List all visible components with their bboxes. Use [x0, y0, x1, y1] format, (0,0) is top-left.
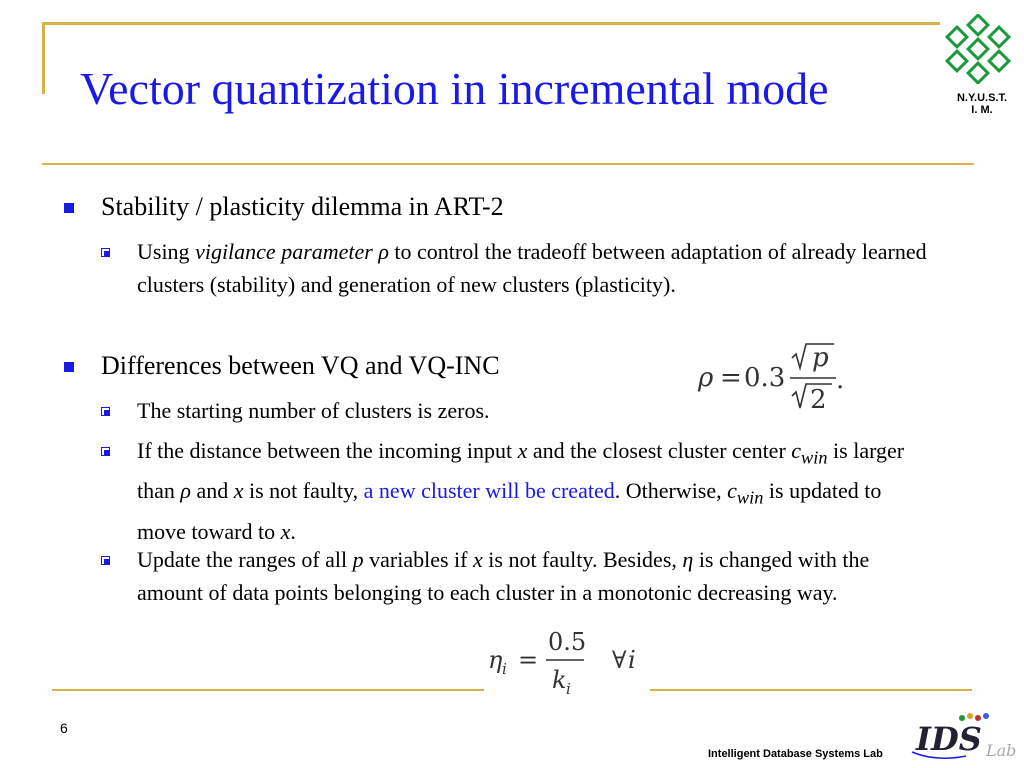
- formula-numerator: 0.5: [548, 628, 587, 656]
- formula-equals: =: [720, 363, 742, 393]
- var-rho: ρ: [180, 478, 191, 504]
- var-c: c: [791, 438, 802, 463]
- formula-eta-symbol: η: [488, 646, 503, 674]
- formula-forall: ∀: [612, 646, 627, 674]
- square-bullet-icon: [64, 203, 74, 213]
- logo-text-line1: N.Y.U.S.T.: [956, 92, 1008, 104]
- frame-left-rule: [42, 22, 45, 94]
- formula-den-subscript: i: [566, 680, 571, 698]
- formula-den-k: k: [552, 666, 567, 694]
- frame-top-rule: [42, 22, 940, 25]
- hollow-square-bullet-icon: [101, 447, 110, 456]
- formula-rho-symbol: ρ: [698, 363, 714, 393]
- footer-lab-name: Intelligent Database Systems Lab: [708, 748, 883, 760]
- text-run: Update the ranges of all: [137, 547, 353, 572]
- sub-bullet-text: [137, 434, 916, 548]
- sub-bullet: [96, 394, 936, 427]
- bottom-rule-right: [650, 689, 972, 691]
- text-run: . Otherwise,: [614, 478, 728, 504]
- text-run: If the distance between the incoming input: [137, 438, 518, 463]
- formula-coef: 0.3: [744, 363, 786, 393]
- var-eta: η: [682, 547, 694, 572]
- text-run: is larger than: [137, 438, 905, 504]
- var-x: x: [517, 438, 528, 463]
- subscript-win: win: [736, 487, 764, 508]
- title-underline-rule: [42, 163, 974, 165]
- sub-bullet-text: [137, 543, 936, 609]
- var-x: x: [233, 478, 244, 504]
- var-x: x: [280, 518, 291, 544]
- text-run: .: [290, 518, 296, 544]
- bullet-text: Differences between VQ and VQ-INC: [101, 351, 500, 380]
- text-run: is not faulty,: [243, 478, 364, 504]
- var-p: p: [352, 547, 364, 572]
- logo-text-line2: I. M.: [971, 104, 993, 116]
- square-bullet-icon: [64, 362, 74, 372]
- formula-equals: =: [518, 646, 539, 674]
- bottom-rule-left: [52, 689, 484, 691]
- sub-bullet-text: The starting number of clusters is zeros.: [137, 398, 490, 423]
- text-run-italic: vigilance parameter ρ: [195, 239, 389, 264]
- formula-var-i: i: [628, 646, 636, 674]
- text-run: is changed with the amount of data points belonging to each cluster in a monotonic decreasing way.: [137, 547, 870, 605]
- formula-numerator: p: [812, 343, 829, 373]
- text-run: to control the tradeoff between adaptation of already learned clusters (stability) and generation of new clusters (plasticity).: [137, 239, 927, 297]
- university-logo-icon: [943, 14, 1013, 84]
- formula-eta-subscript: i: [502, 660, 507, 678]
- lab-logo-text: IDS: [916, 720, 982, 758]
- text-run: and the closest cluster center: [527, 438, 792, 463]
- text-run: Using: [137, 239, 196, 264]
- eta-formula: [486, 622, 646, 698]
- text-run: and: [190, 478, 234, 504]
- hollow-square-bullet-icon: [101, 407, 110, 416]
- bullet-text: Stability / plasticity dilemma in ART-2: [101, 192, 504, 221]
- sub-bullet: [96, 235, 936, 301]
- text-run: is updated to move toward to: [137, 478, 882, 544]
- highlight-text: a new cluster will be created: [363, 478, 615, 504]
- formula-period: .: [836, 365, 845, 395]
- hollow-square-bullet-icon: [101, 556, 110, 565]
- lab-logo-sub: Lab: [986, 741, 1017, 760]
- var-x: x: [473, 547, 483, 572]
- sub-bullet: [96, 543, 936, 609]
- page-number: 6: [60, 720, 68, 736]
- var-c: c: [727, 478, 737, 504]
- text-run: is not faulty. Besides,: [482, 547, 683, 572]
- sub-bullet: [96, 434, 916, 548]
- slide-title: Vector quantization in incremental mode: [80, 63, 829, 114]
- formula-denominator: 2: [810, 385, 827, 414]
- sub-bullet-text: [137, 235, 936, 301]
- text-run: variables if: [363, 547, 473, 572]
- university-logo-label: [946, 92, 1018, 116]
- subscript-win: win: [801, 447, 828, 468]
- hollow-square-bullet-icon: [101, 248, 110, 257]
- ids-lab-logo-icon: [906, 712, 1018, 766]
